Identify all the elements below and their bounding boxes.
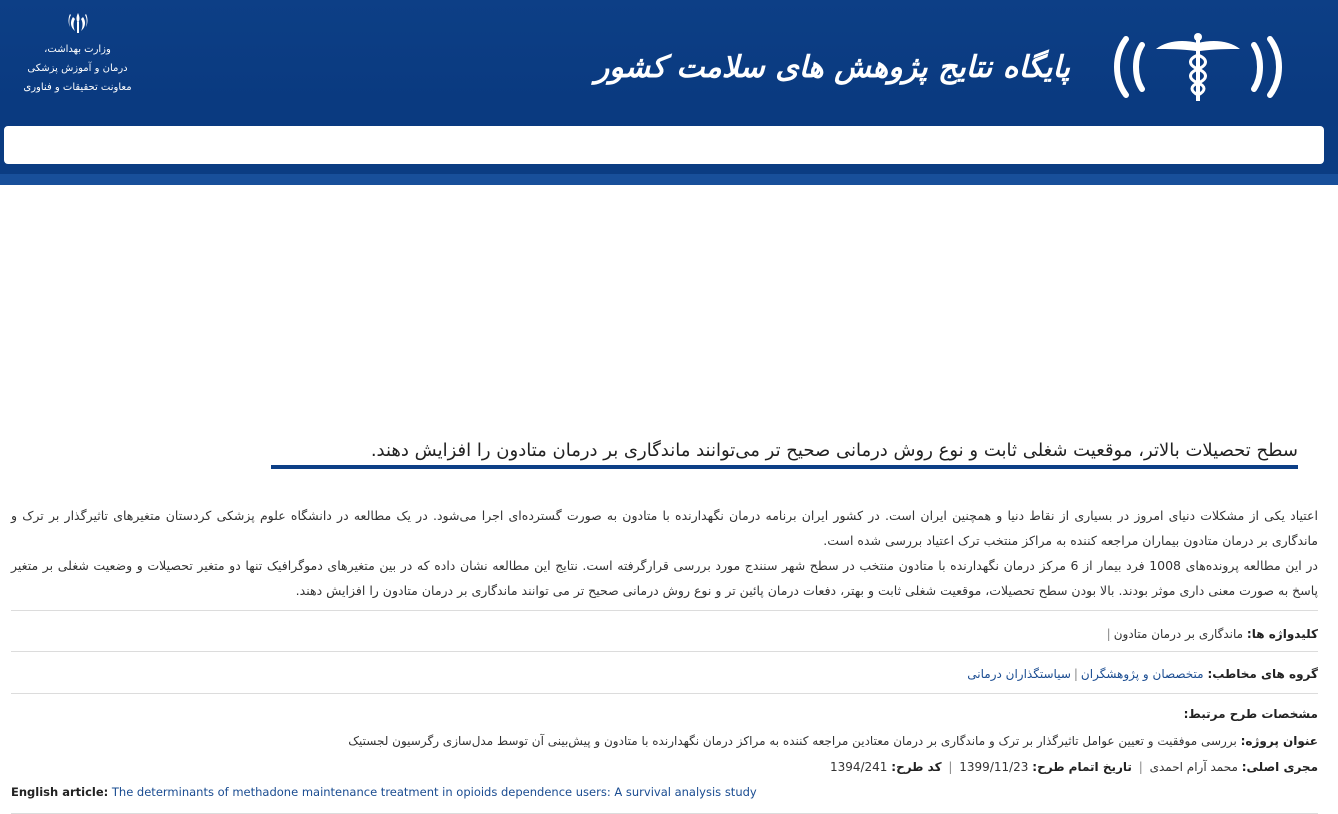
project-section	[11, 707, 1318, 721]
project-title-label: عنوان پروژه:	[1240, 734, 1318, 748]
caduceus-logo-icon	[1110, 29, 1286, 105]
separator: |	[1073, 667, 1078, 681]
end-date-label: تاریخ اتمام طرح:	[1032, 760, 1132, 774]
ministry-line-3: معاونت تحقیقات و فناوری	[23, 82, 132, 93]
keyword-item[interactable]: ماندگاری بر درمان متادون	[1113, 627, 1244, 641]
ministry-line-2: درمان و آموزش پزشکی	[27, 63, 128, 74]
ministry-line-1: وزارت بهداشت،	[44, 44, 111, 55]
project-code-value: 1394/241	[829, 760, 888, 774]
audience-item-policymakers[interactable]: سیاستگذاران درمانی	[967, 667, 1071, 681]
divider	[11, 610, 1318, 611]
audience-item-researchers[interactable]: متخصصان و پژوهشگران	[1080, 667, 1204, 681]
site-title[interactable]: پایگاه نتایج پژوهش های سلامت کشور	[594, 49, 1070, 85]
separator: |	[1106, 627, 1111, 641]
navigation-bar[interactable]	[4, 126, 1324, 164]
site-logo[interactable]	[595, 22, 1286, 112]
english-article-label: English article:	[11, 785, 109, 799]
title-underline	[271, 465, 1298, 469]
article-abstract	[11, 503, 1318, 603]
keywords-row	[11, 627, 1318, 641]
project-title-value: بررسی موفقیت و تعیین عوامل تاثیرگذار بر ترک و ماندگاری بر درمان معتادین مراجعه کننده به مراکز درمان نگهدارنده با متادون و پیش‌بینی آن توسط مدل‌سازی رگرسیون لجستیک	[348, 734, 1237, 748]
project-title-row	[11, 734, 1318, 748]
executor-value: محمد آرام احمدی	[1149, 760, 1238, 774]
project-code-label: کد طرح:	[891, 760, 942, 774]
divider	[11, 693, 1318, 694]
separator: |	[1138, 760, 1143, 774]
divider	[11, 651, 1318, 652]
separator: |	[948, 760, 953, 774]
article-title: سطح تحصیلات بالاتر، موقعیت شغلی ثابت و نوع روش درمانی صحیح تر می‌توانند ماندگاری بر درمان متادون را افزایش دهند.	[370, 440, 1298, 461]
end-date-value: 1399/11/23	[959, 760, 1029, 774]
iran-emblem-icon	[64, 10, 92, 38]
english-article-row	[11, 785, 757, 799]
keywords-label: کلیدواژه ها:	[1246, 627, 1318, 641]
project-meta-row	[11, 760, 1318, 774]
header-bottom-strip	[0, 174, 1338, 185]
abstract-paragraph-2: در این مطالعه پرونده‌های 1008 فرد بیمار از 6 مرکز درمان نگهدارنده با متادون منتخب در سطح شهر سنندج مورد بررسی قرارگرفته است. نتایج این مطالعه نشان داده که در بین متغیرهای دموگرافیک تنها دو متغیر تحصیلات و وضعیت شغلی بر متغیر پاسخ به صورت معنی داری موثر بودند. بالا بودن سطح تحصیلات، موقعیت شغلی ثابت و بهتر، دفعات درمان پائین تر و نوع روش درمانی صحیح تر می توانند ماندگاری بر درمان متادون را افزایش دهند.	[11, 558, 1318, 598]
english-article-link[interactable]: The determinants of methadone maintenance treatment in opioids dependence users: A survival analysis study	[111, 785, 757, 799]
audience-label: گروه های مخاطب:	[1207, 667, 1318, 681]
abstract-paragraph-1: اعتیاد یکی از مشکلات دنیای امروز در بسیاری از نقاط دنیا و همچنین ایران است. در کشور ایران برنامه درمان نگهدارنده با متادون به صورت گسترده‌ای اجرا می‌شود. در یک مطالعه در دانشگاه علوم پزشکی کردستان متغیرهای تاثیرگذار بر ترک و ماندگاری بر درمان متادون بیماران مراجعه کننده به مراکز منتخب ترک اعتیاد بررسی شده است.	[11, 508, 1318, 548]
executor-label: مجری اصلی:	[1241, 760, 1318, 774]
ministry-block	[10, 10, 145, 97]
audience-row	[11, 667, 1318, 681]
site-header	[0, 0, 1338, 185]
project-section-label: مشخصات طرح مرتبط:	[1183, 707, 1318, 721]
